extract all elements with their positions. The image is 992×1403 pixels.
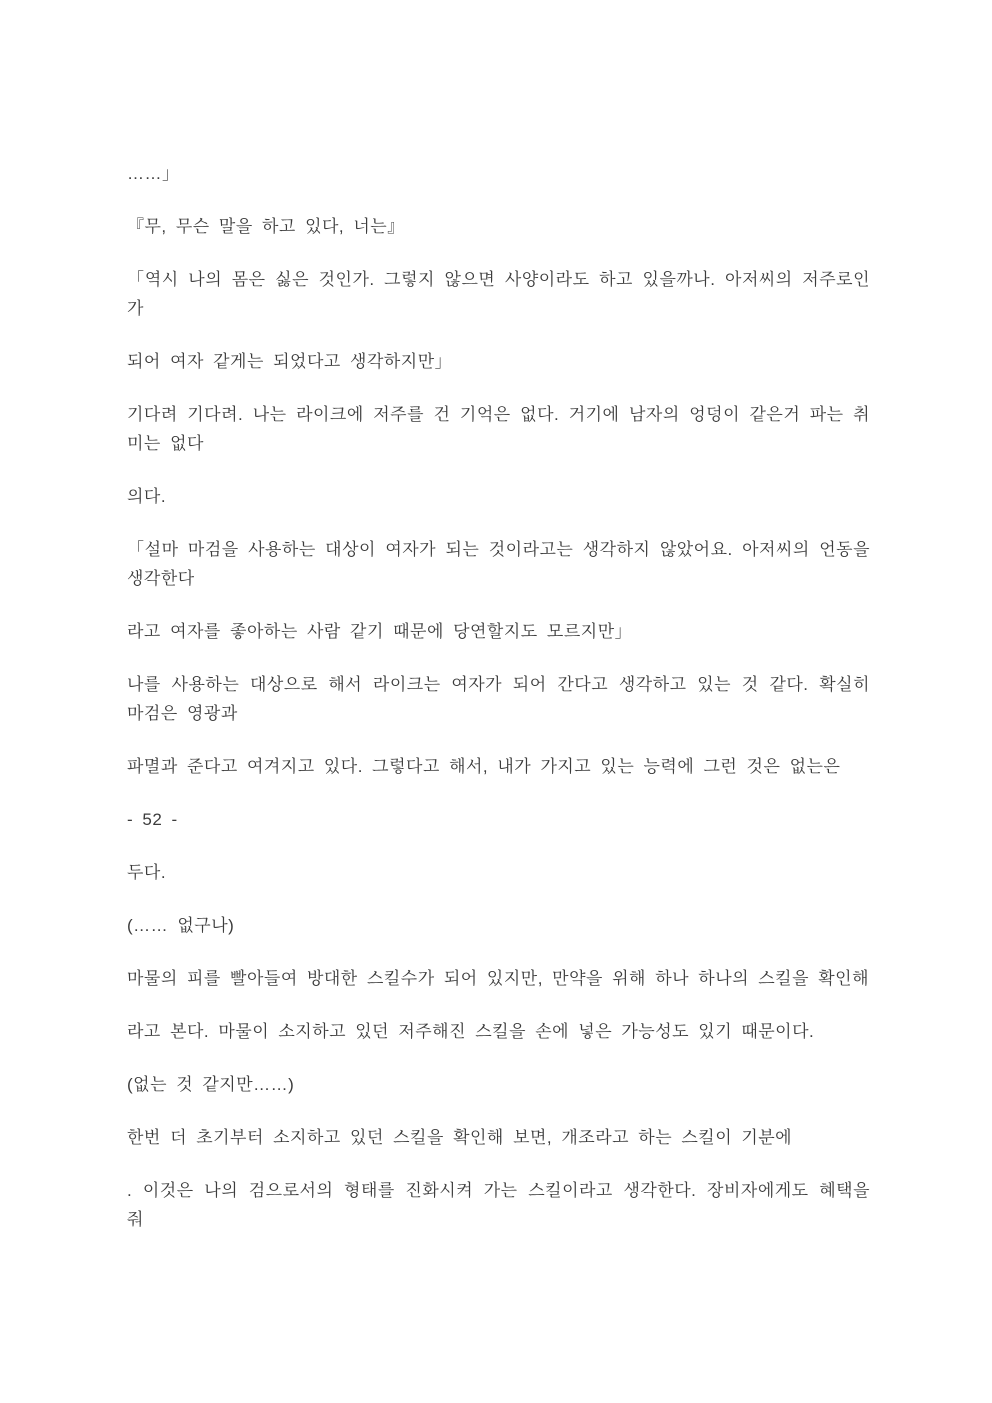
paragraph: (없는 것 같지만……)	[127, 1075, 295, 1094]
paragraph: 기다려 기다려. 나는 라이크에 저주를 건 기억은 없다. 거기에 남자의 엉덩이 같은거 파는 취미는 없다	[127, 405, 870, 453]
paragraph: 두다.	[127, 863, 167, 882]
paragraph: ……」	[127, 164, 180, 183]
paragraph: 「역시 나의 몸은 싫은 것인가. 그렇지 않으면 사양이라도 하고 있을까나. 아저씨의 저주로인가	[127, 270, 870, 318]
page-number: - 52 -	[127, 810, 178, 829]
paragraph: 파멸과 준다고 여겨지고 있다. 그렇다고 해서, 내가 가지고 있는 능력에 그런 것은 없는은	[127, 757, 841, 776]
paragraph: . 이것은 나의 검으로서의 형태를 진화시켜 가는 스킬이라고 생각한다. 장비자에게도 혜택을 줘	[127, 1181, 870, 1229]
paragraph: 라고 여자를 좋아하는 사람 같기 때문에 당연할지도 모르지만」	[127, 622, 633, 641]
paragraph: 마물의 피를 빨아들여 방대한 스킬수가 되어 있지만, 만약을 위해 하나 하나의 스킬을 확인해	[127, 969, 870, 988]
paragraph: 라고 본다. 마물이 소지하고 있던 저주해진 스킬을 손에 넣은 가능성도 있기 때문이다.	[127, 1022, 815, 1041]
paragraph: (…… 없구나)	[127, 916, 235, 935]
paragraph: 의다.	[127, 487, 167, 506]
paragraph: 한번 더 초기부터 소지하고 있던 스킬을 확인해 보면, 개조라고 하는 스킬이 기분에	[127, 1128, 793, 1147]
paragraph: 「설마 마검을 사용하는 대상이 여자가 되는 것이라고는 생각하지 않았어요. 아저씨의 언동을 생각한다	[127, 540, 870, 588]
paragraph: 나를 사용하는 대상으로 해서 라이크는 여자가 되어 간다고 생각하고 있는 것 같다. 확실히 마검은 영광과	[127, 675, 870, 723]
paragraph: 되어 여자 같게는 되었다고 생각하지만」	[127, 352, 453, 371]
paragraph: 『무, 무슨 말을 하고 있다, 너는』	[127, 217, 405, 236]
